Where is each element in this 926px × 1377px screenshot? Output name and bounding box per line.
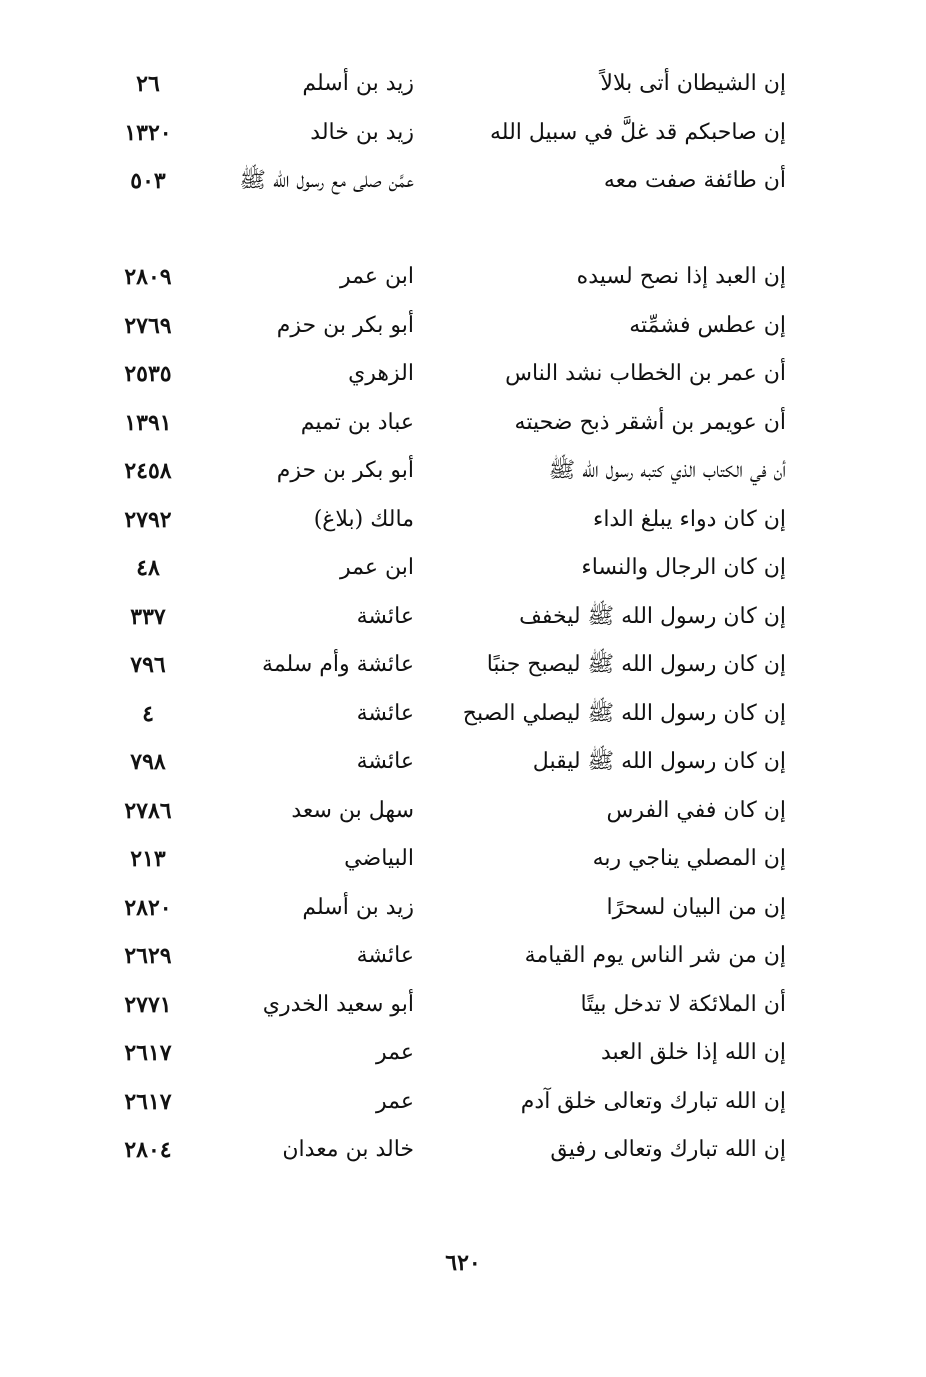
hadith-opening: إن كان الرجال والنساء <box>581 555 786 580</box>
index-row <box>0 932 926 981</box>
hadith-number: ٢٧٦٩ <box>124 312 172 339</box>
index-row <box>0 447 926 496</box>
narrator: عباد بن تميم <box>300 409 414 435</box>
narrator: سهل بن سعد <box>291 797 414 823</box>
hadith-number: ٢١٣ <box>130 846 166 872</box>
narrator: ابن عمر <box>340 264 414 289</box>
index-row <box>0 835 926 884</box>
hadith-number: ٧٩٦ <box>130 652 166 678</box>
narrator: البياضي <box>344 846 414 871</box>
hadith-opening: أن عويمر بن أشقر ذبح ضحيته <box>514 409 786 435</box>
hadith-opening: إن كان رسول الله ﷺ ليقبل <box>532 749 786 774</box>
hadith-number: ٧٩٨ <box>130 749 166 775</box>
hadith-number: ٢٤٥٨ <box>124 458 172 484</box>
hadith-opening: إن العبد إذا نصح لسيده <box>576 264 786 289</box>
hadith-opening: أن عمر بن الخطاب نشد الناس <box>505 361 786 386</box>
narrator: ابن عمر <box>340 555 414 580</box>
hadith-opening: إن الشيطان أتى بلالاً <box>600 71 786 96</box>
index-row <box>0 350 926 399</box>
hadith-opening: أن في الكتاب الذي كتبه رسول الله ﷺ <box>548 458 786 483</box>
narrator: خالد بن معدان <box>282 1137 414 1162</box>
hadith-opening: إن كان رسول الله ﷺ ليخفف <box>519 603 786 629</box>
hadith-opening: إن صاحبكم قد غلَّ في سبيل الله <box>490 119 786 145</box>
hadith-index-table <box>0 60 926 1175</box>
narrator: زيد بن أسلم <box>302 71 414 96</box>
index-row <box>0 593 926 642</box>
hadith-opening: إن الله إذا خلق العبد <box>600 1040 786 1065</box>
hadith-number: ٥٠٣ <box>130 168 166 194</box>
hadith-opening: إن كان رسول الله ﷺ ليصبح جنبًا <box>486 652 786 677</box>
index-row <box>0 690 926 739</box>
hadith-number: ٤٨ <box>136 555 160 581</box>
hadith-number: ٢٨٠٩ <box>124 264 172 290</box>
hadith-number: ٢٦١٧ <box>124 1088 172 1115</box>
hadith-opening: إن الله تبارك وتعالى رفيق <box>550 1137 786 1162</box>
narrator: عائشة <box>356 749 414 774</box>
narrator: عمر <box>376 1040 414 1065</box>
hadith-number: ٢٧٨٦ <box>124 797 172 824</box>
index-row <box>0 641 926 690</box>
hadith-number: ٢٧٧١ <box>124 991 172 1018</box>
hadith-number: ٢٨٢٠ <box>124 894 172 921</box>
hadith-opening: إن الله تبارك وتعالى خلق آدم <box>520 1088 786 1114</box>
narrator: عمَّن صلى مع رسول الله ﷺ <box>239 168 414 193</box>
index-row <box>0 1126 926 1175</box>
hadith-number: ٢٦١٧ <box>124 1040 172 1066</box>
hadith-number: ٢٧٩٢ <box>124 506 172 533</box>
index-row <box>0 302 926 351</box>
hadith-opening: أن الملائكة لا تدخل بيتًا <box>580 991 786 1017</box>
index-row <box>0 496 926 545</box>
index-row <box>0 399 926 448</box>
hadith-number: ٢٨٠٤ <box>124 1137 172 1163</box>
narrator: زيد بن أسلم <box>302 894 414 920</box>
narrator: الزهري <box>348 361 414 386</box>
narrator: عائشة <box>356 700 414 726</box>
index-row <box>0 1029 926 1078</box>
hadith-opening: إن من شر الناس يوم القيامة <box>524 943 786 968</box>
hadith-number: ٢٦٢٩ <box>124 943 172 969</box>
narrator: عائشة <box>356 603 414 629</box>
narrator: زيد بن خالد <box>310 119 414 145</box>
index-row <box>0 544 926 593</box>
narrator: مالك (بلاغ) <box>313 506 414 532</box>
index-row <box>0 60 926 109</box>
hadith-number: ٢٦ <box>136 71 160 97</box>
hadith-number: ١٣٢٠ <box>124 119 172 146</box>
hadith-opening: إن من البيان لسحرًا <box>606 894 786 920</box>
hadith-opening: إن كان رسول الله ﷺ ليصلي الصبح <box>462 700 786 726</box>
index-row <box>0 253 926 302</box>
hadith-opening: إن عطس فشمِّته <box>629 312 786 338</box>
narrator: أبو سعيد الخدري <box>262 991 414 1017</box>
hadith-opening: إن كان ففي الفرس <box>606 797 786 823</box>
narrator: عائشة <box>356 943 414 968</box>
hadith-number: ٢٥٣٥ <box>124 361 172 387</box>
hadith-number: ٣٣٧ <box>130 603 166 630</box>
index-row <box>0 157 926 253</box>
page-number: ٦٢٠ <box>445 1250 481 1276</box>
hadith-number: ١٣٩١ <box>124 409 172 436</box>
narrator: أبو بكر بن حزم <box>276 312 414 338</box>
narrator: عمر <box>376 1088 414 1114</box>
hadith-number: ٤ <box>142 700 154 727</box>
index-row <box>0 1078 926 1127</box>
index-row <box>0 109 926 158</box>
hadith-opening: إن كان دواء يبلغ الداء <box>592 506 786 532</box>
hadith-opening: إن المصلي يناجي ربه <box>592 846 786 871</box>
hadith-opening: أن طائفة صفت معه <box>603 168 786 193</box>
index-row <box>0 738 926 787</box>
narrator: أبو بكر بن حزم <box>276 458 414 483</box>
index-row <box>0 981 926 1030</box>
narrator: عائشة وأم سلمة <box>262 652 414 677</box>
index-row <box>0 787 926 836</box>
index-row <box>0 884 926 933</box>
